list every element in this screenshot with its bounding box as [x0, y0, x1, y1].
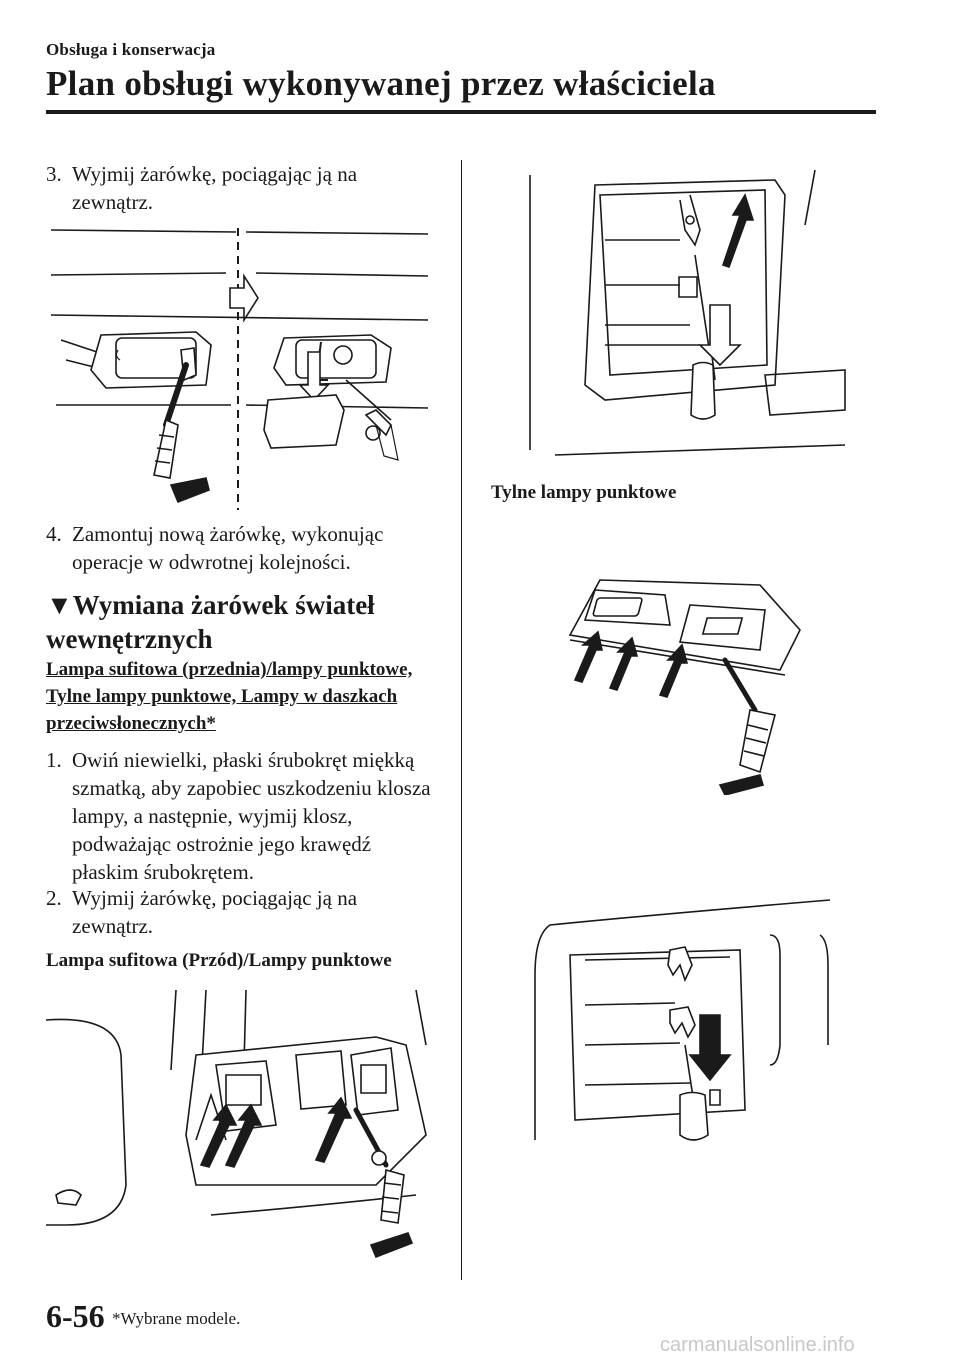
step-1-number: 1. [46, 748, 62, 772]
interior-bulbs-heading: ▼Wymiana żarówek świateł wewnętrznych [46, 590, 375, 654]
caption-front-lamp: Lampa sufitowa (Przód)/Lampy punktowe [46, 950, 392, 971]
step-3-number: 3. [46, 162, 62, 186]
illustration-rear-lamp-bulb [530, 895, 835, 1145]
step-3-text: Wyjmij żarówkę, pociągając ją na zewnątrz. [72, 162, 358, 214]
section-label: Obsługa i konserwacja [46, 40, 216, 59]
footnote: *Wybrane modele. [112, 1309, 241, 1328]
step-2 [46, 884, 436, 940]
column-divider [461, 160, 462, 1280]
illustration-rear-lamp-lens [560, 570, 810, 795]
page-title: Plan obsługi wykonywanej przez właściciela [46, 64, 716, 103]
step-3 [46, 160, 406, 216]
watermark: carmanualsonline.info [660, 1334, 855, 1356]
step-4-text: Zamontuj nową żarówkę, wykonując operacje w odwrotnej kolejności. [72, 522, 384, 574]
illustration-front-lamp-bulb [505, 165, 850, 465]
illustration-front-lamp-lens [46, 985, 436, 1260]
step-4 [46, 520, 436, 576]
page-number: 6-56 [46, 1298, 105, 1334]
illustration-bulb-removal [46, 220, 436, 515]
step-1-text: Owiń niewielki, płaski śrubokręt miękką szmatką, aby zapobiec uszkodzeniu klosza lampy, a następnie, wyjmij klosz, podważając ostrożnie jego krawędź płaskim śrubokrętem. [72, 748, 431, 884]
step-4-number: 4. [46, 522, 62, 546]
step-2-text: Wyjmij żarówkę, pociągając ją na zewnątrz. [72, 886, 358, 938]
step-1 [46, 746, 442, 886]
caption-rear-lamp: Tylne lampy punktowe [491, 482, 677, 503]
lamp-types-heading: Lampa sufitowa (przednia)/lampy punktowe, Tylne lampy punktowe, Lampy w daszkach przeciwsłonecznych* [46, 659, 413, 734]
step-2-number: 2. [46, 886, 62, 910]
header-rule [46, 110, 876, 114]
